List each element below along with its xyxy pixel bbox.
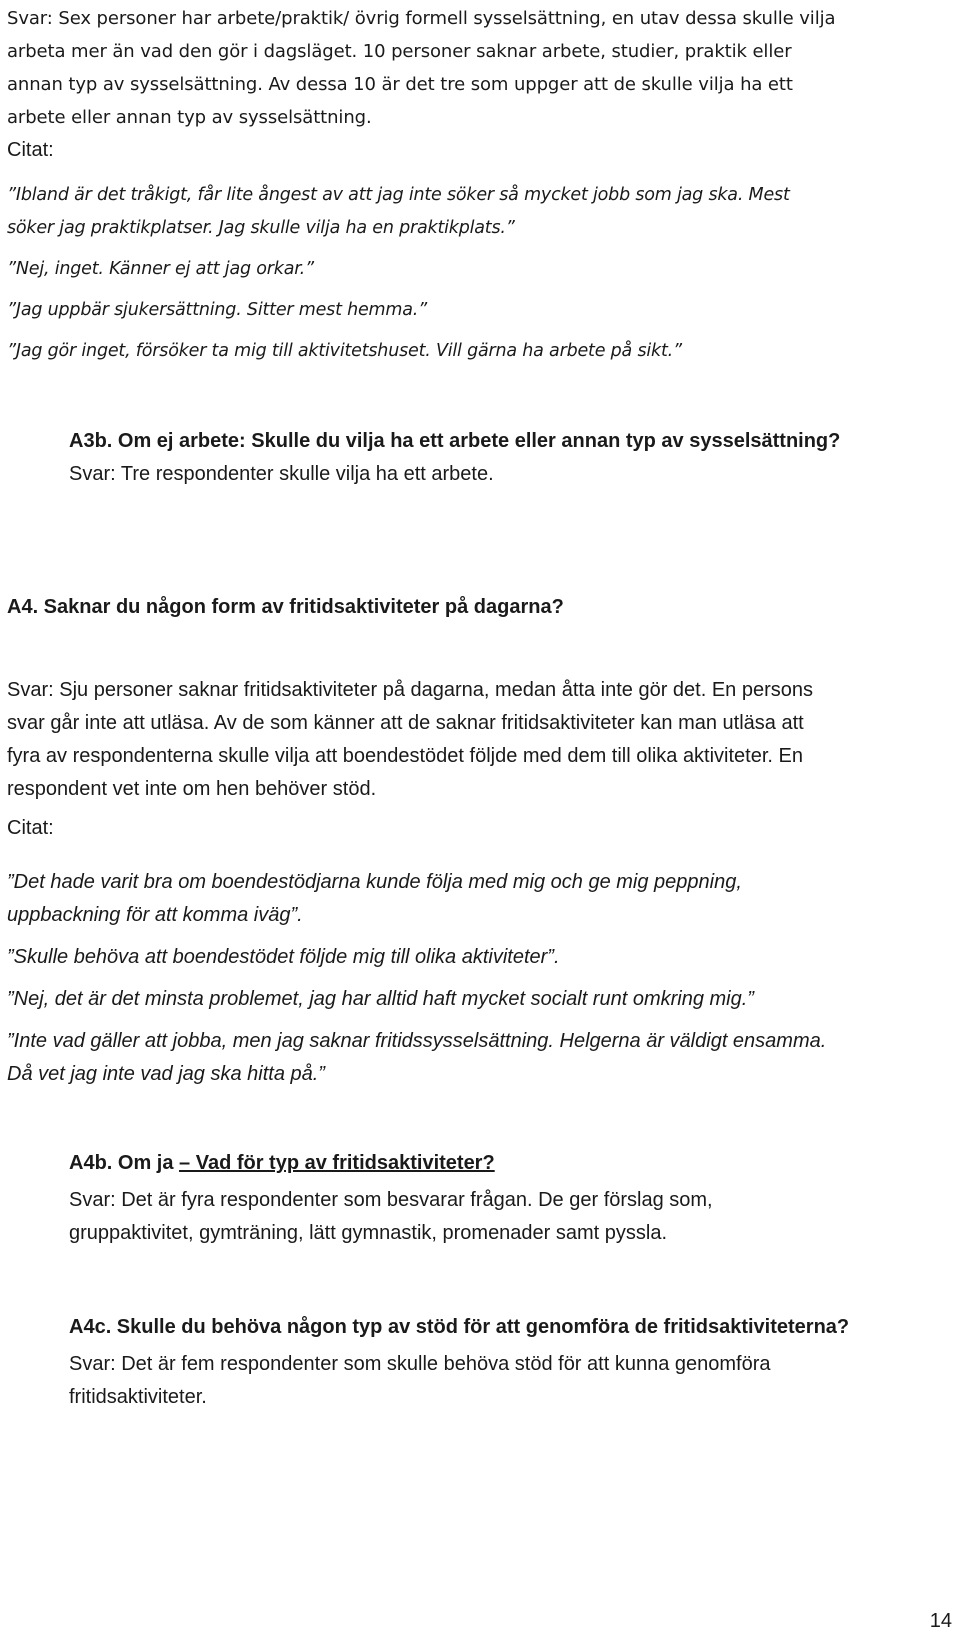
quote-line: ”Nej, det är det minsta problemet, jag har alltid haft mycket socialt runt omkring mig.” <box>7 988 754 1010</box>
page-number: 14 <box>929 1610 952 1632</box>
quote-line: ”Jag uppbär sjukersättning. Sitter mest hemma.” <box>7 300 428 320</box>
text-line: Svar: Sex personer har arbete/praktik/ övrig formell sysselsättning, en utav dessa skulle vilja <box>7 8 836 29</box>
text-line: arbeta mer än vad den gör i dagsläget. 10 personer saknar arbete, studier, praktik eller <box>7 41 792 62</box>
text-line: Svar: Det är fem respondenter som skulle behöva stöd för att kunna genomföra <box>69 1353 771 1375</box>
text-line: svar går inte att utläsa. Av de som känner att de saknar fritidsaktiviteter kan man utläsa att <box>7 712 804 734</box>
quote-line: ”Jag gör inget, försöker ta mig till aktivitetshuset. Vill gärna ha arbete på sikt.” <box>7 341 682 361</box>
text-line: Svar: Det är fyra respondenter som besvarar frågan. De ger förslag som, <box>69 1189 713 1211</box>
section-heading: A4. Saknar du någon form av fritidsaktiviteter på dagarna? <box>7 596 564 618</box>
quotes-a3 <box>7 179 947 368</box>
quote-line: ”Skulle behöva att boendestödet följde mig till olika aktiviteter”. <box>7 946 560 968</box>
heading-prefix: A4b. Om ja <box>69 1152 180 1174</box>
answer-text: Svar: Tre respondenter skulle vilja ha ett arbete. <box>69 463 494 485</box>
section-a4-answer <box>7 674 947 845</box>
section-a4b <box>69 1147 949 1250</box>
quote-line: ”Nej, inget. Känner ej att jag orkar.” <box>7 259 314 279</box>
intro-paragraph <box>7 2 947 167</box>
section-heading: A3b. Om ej arbete: Skulle du vilja ha ett arbete eller annan typ av sysselsättning? <box>69 430 841 452</box>
section-heading: A4c. Skulle du behöva någon typ av stöd för att genomföra de fritidsaktiviteterna? <box>69 1316 850 1338</box>
citat-label: Citat: <box>7 817 54 839</box>
text-line: Svar: Sju personer saknar fritidsaktiviteter på dagarna, medan åtta inte gör det. En persons <box>7 679 813 701</box>
quote-line: ”Det hade varit bra om boendestödjarna kunde följa med mig och ge mig peppning, <box>7 871 742 893</box>
quote-line: söker jag praktikplatser. Jag skulle vilja ha en praktikplats.” <box>7 218 515 238</box>
quote-line: uppbackning för att komma iväg”. <box>7 904 303 926</box>
quotes-a4 <box>7 866 947 1091</box>
text-line: fyra av respondenterna skulle vilja att boendestödet följde med dem till olika aktiviteter. En <box>7 745 803 767</box>
text-line: respondent vet inte om hen behöver stöd. <box>7 778 377 800</box>
text-line: annan typ av sysselsättning. Av dessa 10 är det tre som uppger att de skulle vilja ha ett <box>7 74 793 95</box>
text-line: fritidsaktiviteter. <box>69 1386 207 1408</box>
section-a4c <box>69 1311 949 1414</box>
section-a4-heading <box>7 591 947 624</box>
quote-line: Då vet jag inte vad jag ska hitta på.” <box>7 1063 325 1085</box>
quote-line: ”Inte vad gäller att jobba, men jag saknar fritidssysselsättning. Helgerna är väldigt ensamma. <box>7 1030 827 1052</box>
text-line: gruppaktivitet, gymträning, lätt gymnastik, promenader samt pyssla. <box>69 1222 668 1244</box>
citat-label: Citat: <box>7 139 54 161</box>
section-a3b <box>69 425 949 491</box>
text-line: arbete eller annan typ av sysselsättning. <box>7 107 372 128</box>
section-heading <box>69 1147 949 1180</box>
quote-line: ”Ibland är det tråkigt, får lite ångest av att jag inte söker så mycket jobb som jag ska. Mest <box>7 185 790 205</box>
heading-underlined: – Vad för typ av fritidsaktiviteter? <box>179 1152 495 1174</box>
